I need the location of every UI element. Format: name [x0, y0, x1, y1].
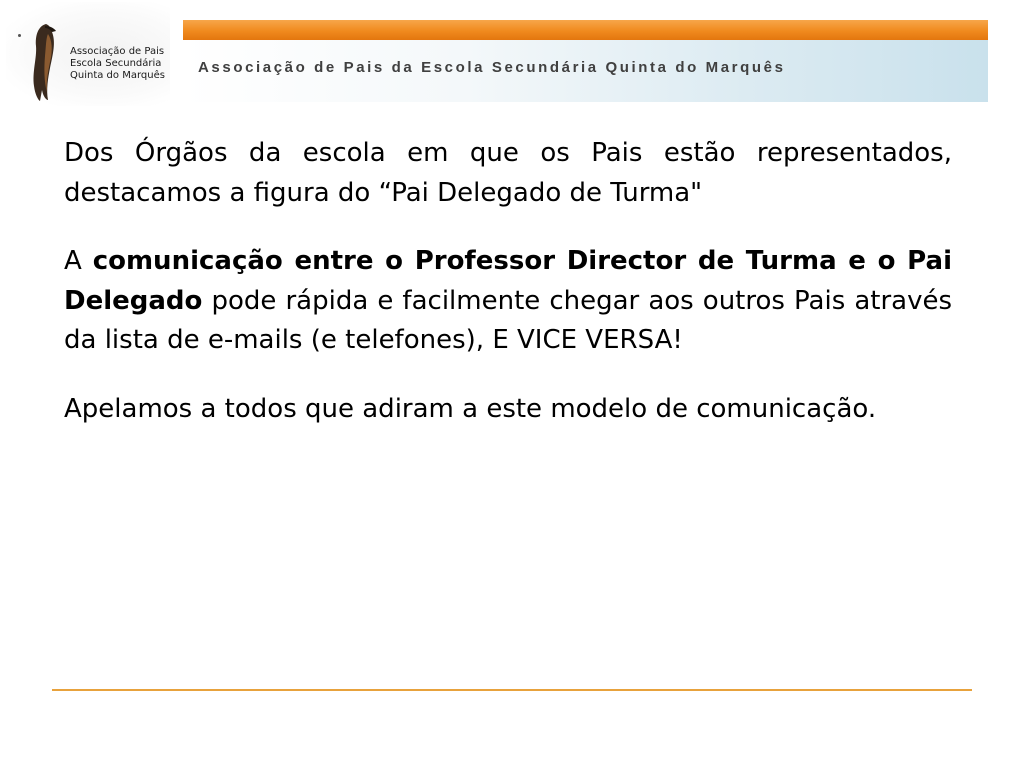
paragraph-2 — [64, 242, 952, 361]
header-title: Associação de Pais da Escola Secundária Quinta do Marquês — [198, 59, 786, 76]
paragraph-3: Apelamos a todos que adiram a este modelo de comunicação. — [64, 393, 877, 424]
logo-line-1: Associação de Pais — [70, 46, 165, 57]
header-orange-bar — [183, 20, 988, 40]
slide-content — [64, 134, 952, 429]
association-logo — [6, 2, 170, 106]
slide-header — [0, 0, 1024, 108]
paragraph-2-bold: comunicação entre o Professor Director de Turma e o Pai Delegado — [64, 246, 952, 316]
paragraph-1: Dos Órgãos da escola em que os Pais estão representados, destacamos a figura do “Pai Delegado de Turma" — [64, 138, 952, 208]
logo-line-2: Escola Secundária — [70, 58, 162, 69]
logo-line-3: Quinta do Marquês — [70, 70, 165, 81]
logo-text — [70, 46, 165, 82]
paragraph-2-suffix: pode rápida e facilmente chegar aos outros Pais através da lista de e-mails (e telefones), E VICE VERSA! — [64, 285, 952, 355]
paragraph-2-prefix: A — [64, 246, 93, 276]
penguin-logo-icon — [26, 20, 66, 102]
footer-divider — [52, 689, 972, 691]
logo-dot — [18, 34, 21, 37]
